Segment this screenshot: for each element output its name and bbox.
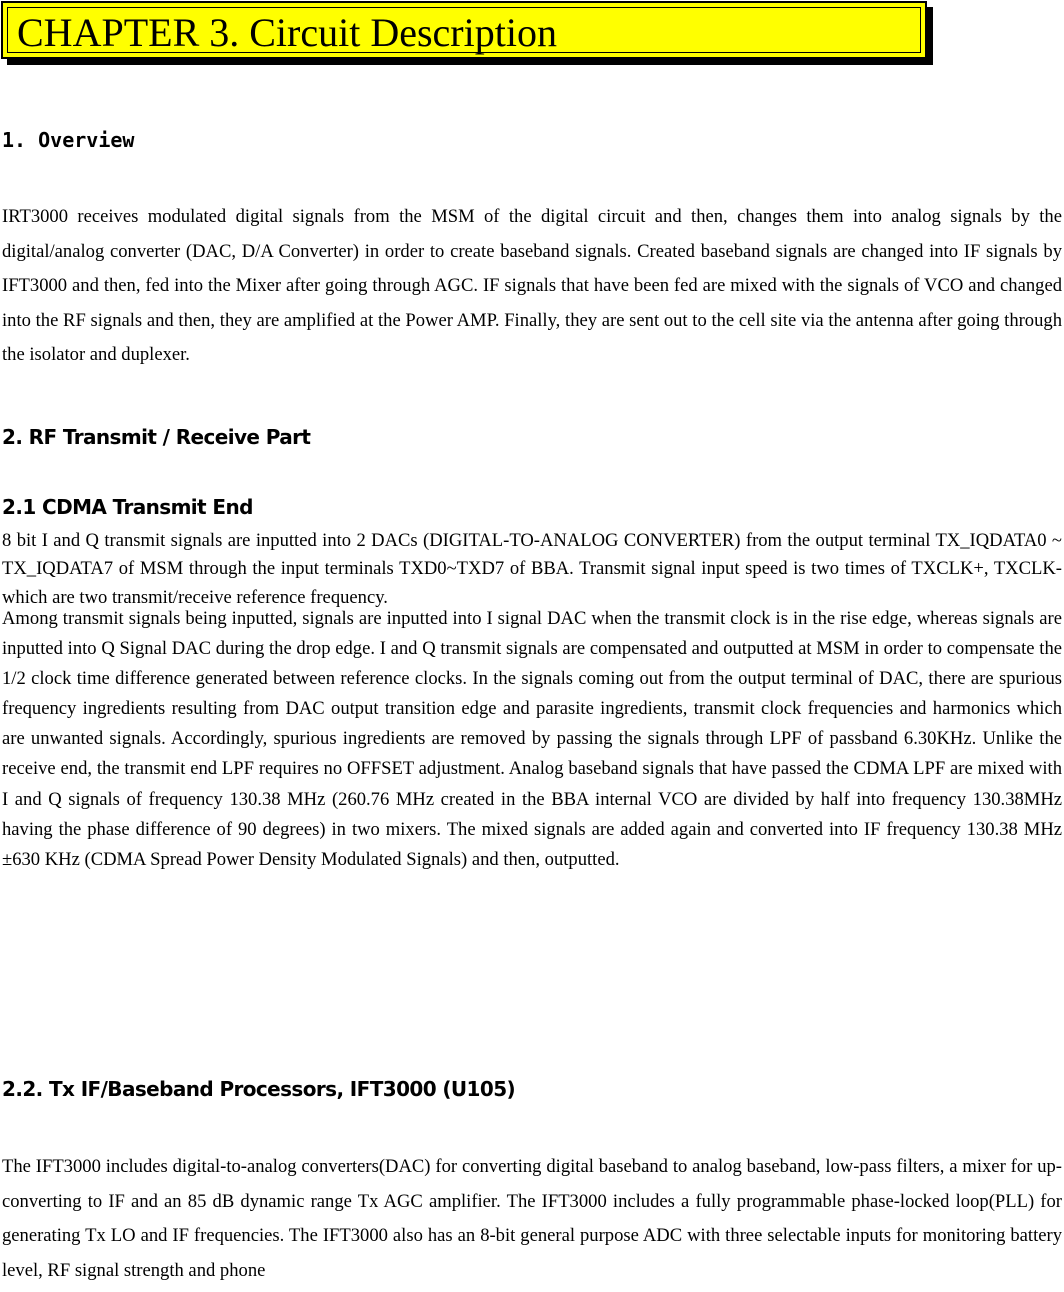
overview-heading: 1. Overview bbox=[2, 128, 135, 152]
tx-if-heading: 2.2. Tx IF/Baseband Processors, IFT3000 (U105) bbox=[2, 1077, 516, 1101]
chapter-banner bbox=[1, 1, 927, 59]
overview-paragraph: IRT3000 receives modulated digital signals from the MSM of the digital circuit and then, changes them into analog signals by the digital/analog converter (DAC, D/A Converter) in order to create baseband signals. Created baseband signals are changed into IF signals by IFT3000 and then, fed into the Mixer after going through AGC. IF signals that have been fed are mixed with the signals of VCO and changed into the RF signals and then, they are amplified at the Power AMP. Finally, they are sent out to the cell site via the antenna after going through the isolator and duplexer. bbox=[2, 206, 1062, 366]
cdma-transmit-paragraph-1: 8 bit I and Q transmit signals are inputted into 2 DACs (DIGITAL-TO-ANALOG CONVERTER) from the output terminal TX_IQDATA0 ~ TX_IQDATA7 of MSM through the input terminals TXD0~TXD7 of BBA. Transmit signal input speed is two times of TXCLK+, TXCLK- which are two transmit/receive reference frequency. bbox=[2, 530, 1062, 608]
rf-part-heading: 2. RF Transmit / Receive Part bbox=[2, 425, 311, 449]
cdma-transmit-heading: 2.1 CDMA Transmit End bbox=[2, 495, 253, 519]
cdma-transmit-paragraph-2: Among transmit signals being inputted, signals are inputted into I signal DAC when the transmit clock is in the rise edge, whereas signals are inputted into Q Signal DAC during the drop edge. I and Q transmit signals are compensated and outputted at MSM in order to compensate the 1/2 clock time difference generated between reference clocks. In the signals coming out from the output terminal of DAC, there are spurious frequency ingredients resulting from DAC output transition edge and parasite ingredients, transmit clock frequencies and harmonics which are unwanted signals. Accordingly, spurious ingredients are removed by passing the signals through LPF of passband 6.30KHz. Unlike the receive end, the transmit end LPF requires no OFFSET adjustment. Analog baseband signals that have passed the CDMA LPF are mixed with I and Q signals of frequency 130.38 MHz (260.76 MHz created in the BBA internal VCO are divided by half into frequency 130.38MHz having the phase difference of 90 degrees) in two mixers. The mixed signals are added again and converted into IF frequency 130.38 MHz ±630 KHz (CDMA Spread Power Density Modulated Signals) and then, outputted. bbox=[2, 608, 1062, 870]
chapter-title: CHAPTER 3. Circuit Description bbox=[17, 10, 557, 55]
tx-if-paragraph: The IFT3000 includes digital-to-analog converters(DAC) for converting digital baseband to analog baseband, low-pass filters, a mixer for up-converting to IF and an 85 dB dynamic range Tx AGC amplifier. The IFT3000 includes a fully programmable phase-locked loop(PLL) for generating Tx LO and IF frequencies. The IFT3000 also has an 8-bit general purpose ADC with three selectable inputs for monitoring battery level, RF signal strength and phone bbox=[2, 1156, 1062, 1281]
